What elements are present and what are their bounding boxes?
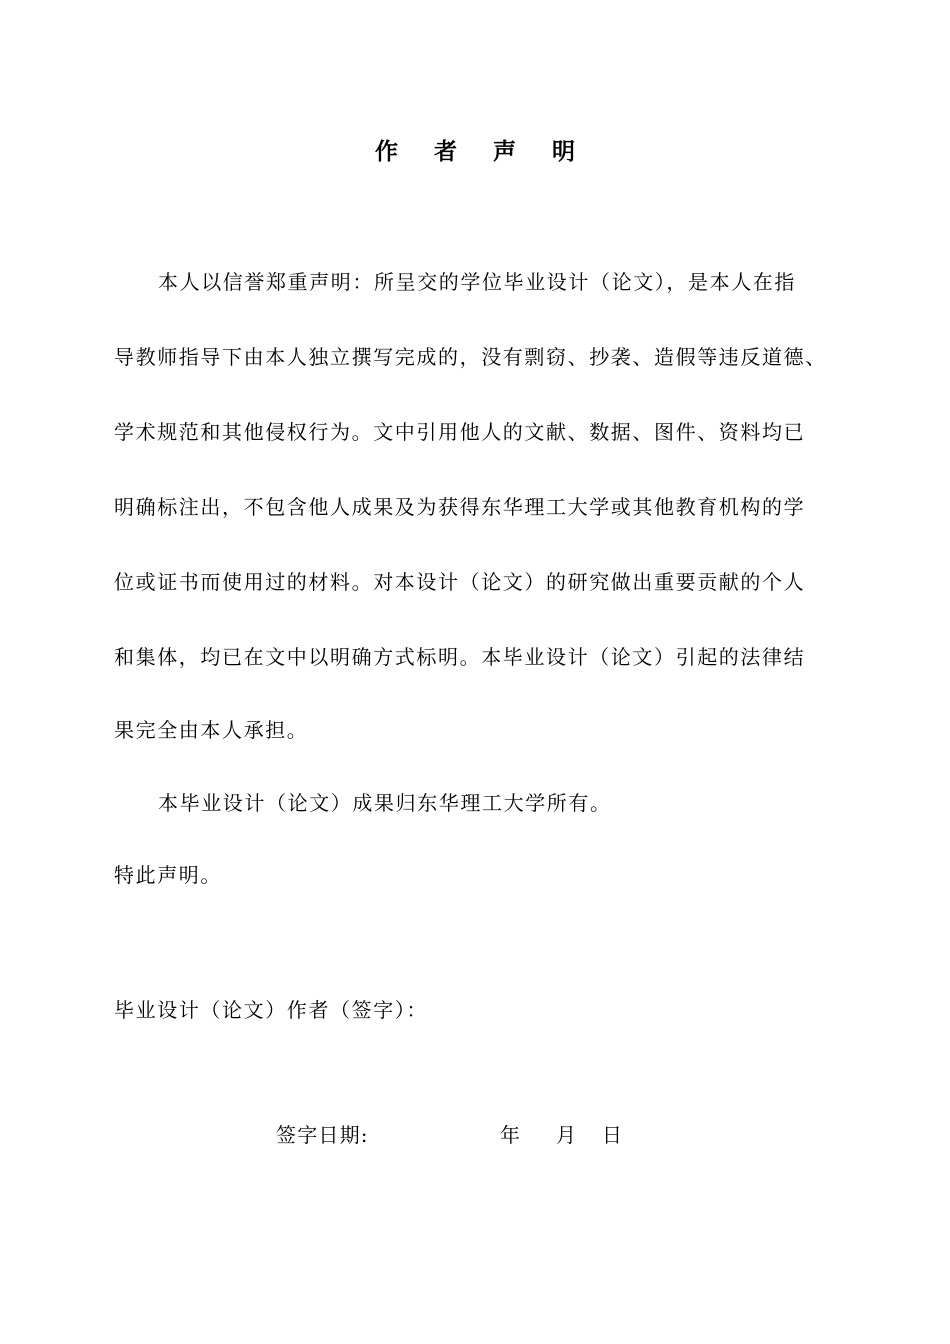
declaration-line: 明确标注出，不包含他人成果及为获得东华理工大学或其他教育机构的学 (114, 495, 806, 519)
closing-statement: 特此声明。 (114, 863, 222, 887)
date-year-label: 年 (500, 1123, 520, 1147)
declaration-line: 本人以信誉郑重声明：所呈交的学位毕业设计（论文），是本人在指 (158, 270, 796, 294)
signature-label: 毕业设计（论文）作者（签字）： (114, 998, 428, 1022)
declaration-line: 果完全由本人承担。 (114, 718, 309, 742)
date-day-label: 日 (602, 1123, 622, 1147)
declaration-line: 位或证书而使用过的材料。对本设计（论文）的研究做出重要贡献的个人 (114, 570, 806, 594)
declaration-line: 学术规范和其他侵权行为。文中引用他人的文献、数据、图件、资料均已 (114, 420, 806, 444)
ownership-statement: 本毕业设计（论文）成果归东华理工大学所有。 (158, 791, 612, 815)
declaration-line: 和集体，均已在文中以明确方式标明。本毕业设计（论文）引起的法律结 (114, 645, 806, 669)
page-title: 作 者 声 明 (374, 139, 590, 165)
date-month-label: 月 (556, 1123, 576, 1147)
date-label: 签字日期: (276, 1123, 369, 1147)
declaration-line: 导教师指导下由本人独立撰写完成的，没有剽窃、抄袭、造假等违反道德、 (114, 345, 827, 369)
